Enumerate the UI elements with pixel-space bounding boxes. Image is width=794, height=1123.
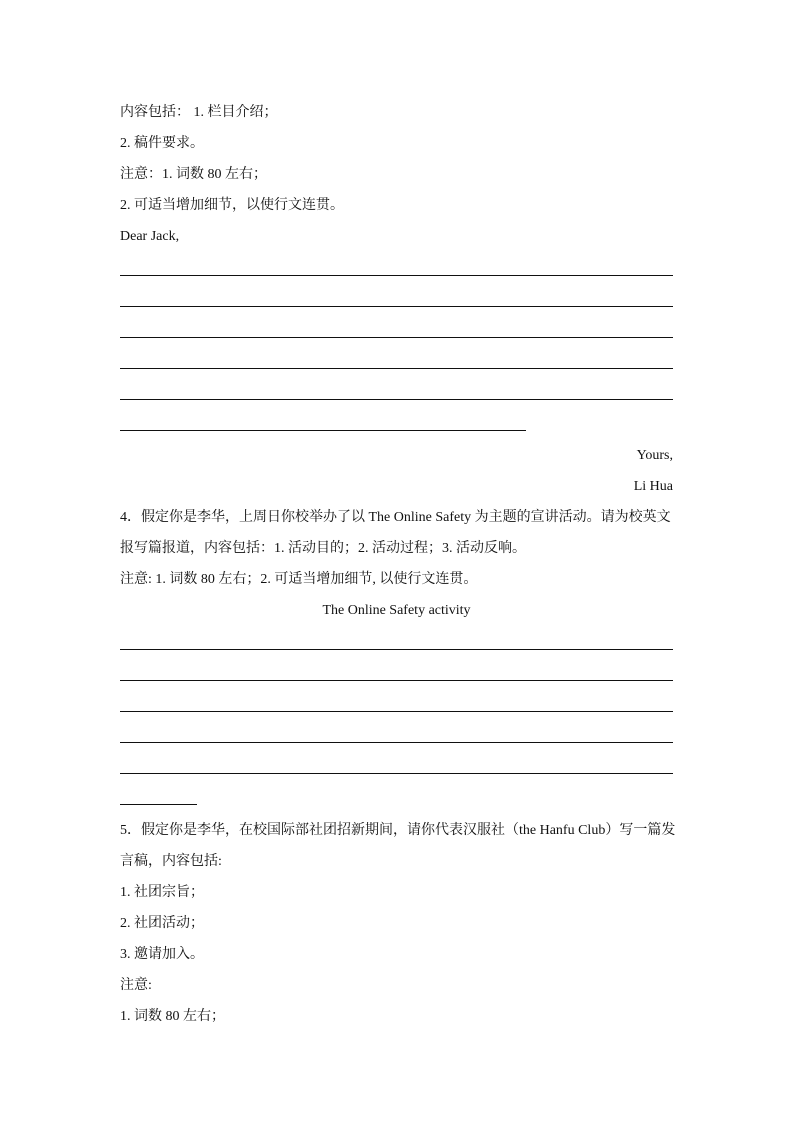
- q5-item-3: 3. 邀请加入。: [120, 947, 204, 962]
- q3-answer-line: [120, 306, 673, 307]
- q3-answer-line-short: [120, 430, 526, 431]
- q5-note-item-1: 1. 词数 80 左右；: [120, 1009, 225, 1024]
- q3-salutation: Dear Jack,: [120, 229, 180, 244]
- q4-note: 注意: 1. 词数 80 左右；2. 可适当增加细节, 以使行文连贯。: [120, 572, 478, 587]
- q3-note-item-2: 2. 可适当增加细节，以使行文连贯。: [120, 198, 344, 213]
- q5-item-2: 2. 社团活动；: [120, 916, 204, 931]
- q3-answer-line: [120, 368, 673, 369]
- q4-answer-line: [120, 649, 673, 650]
- q4-answer-line: [120, 742, 673, 743]
- q4-prompt-line-1: 4．假定你是李华，上周日你校举办了以 The Online Safety 为主题的宣讲活动。请为校英文: [120, 510, 671, 525]
- q5-note-label: 注意:: [120, 978, 152, 993]
- q3-answer-line: [120, 399, 673, 400]
- q4-answer-line: [120, 680, 673, 681]
- q4-answer-line: [120, 711, 673, 712]
- q3-answer-line: [120, 337, 673, 338]
- q5-item-1: 1. 社团宗旨；: [120, 885, 204, 900]
- q3-closing: Yours,: [636, 448, 673, 463]
- q3-answer-line: [120, 275, 673, 276]
- q3-content-item-2: 2. 稿件要求。: [120, 136, 204, 151]
- q5-prompt-line-2: 言稿，内容包括:: [120, 854, 222, 869]
- q3-signature: Li Hua: [633, 479, 673, 494]
- q3-note-label: 注意：1. 词数 80 左右；: [120, 167, 267, 182]
- q4-answer-line: [120, 773, 673, 774]
- q4-essay-title: The Online Safety activity: [322, 603, 471, 618]
- q5-prompt-line-1: 5．假定你是李华，在校国际部社团招新期间，请你代表汉服社（the Hanfu Club）写一篇发: [120, 823, 676, 838]
- q4-prompt-line-2: 报写篇报道，内容包括：1. 活动目的；2. 活动过程；3. 活动反响。: [120, 541, 526, 556]
- q4-answer-line-short: [120, 804, 197, 805]
- q3-content-label: 内容包括： 1. 栏目介绍；: [120, 105, 278, 120]
